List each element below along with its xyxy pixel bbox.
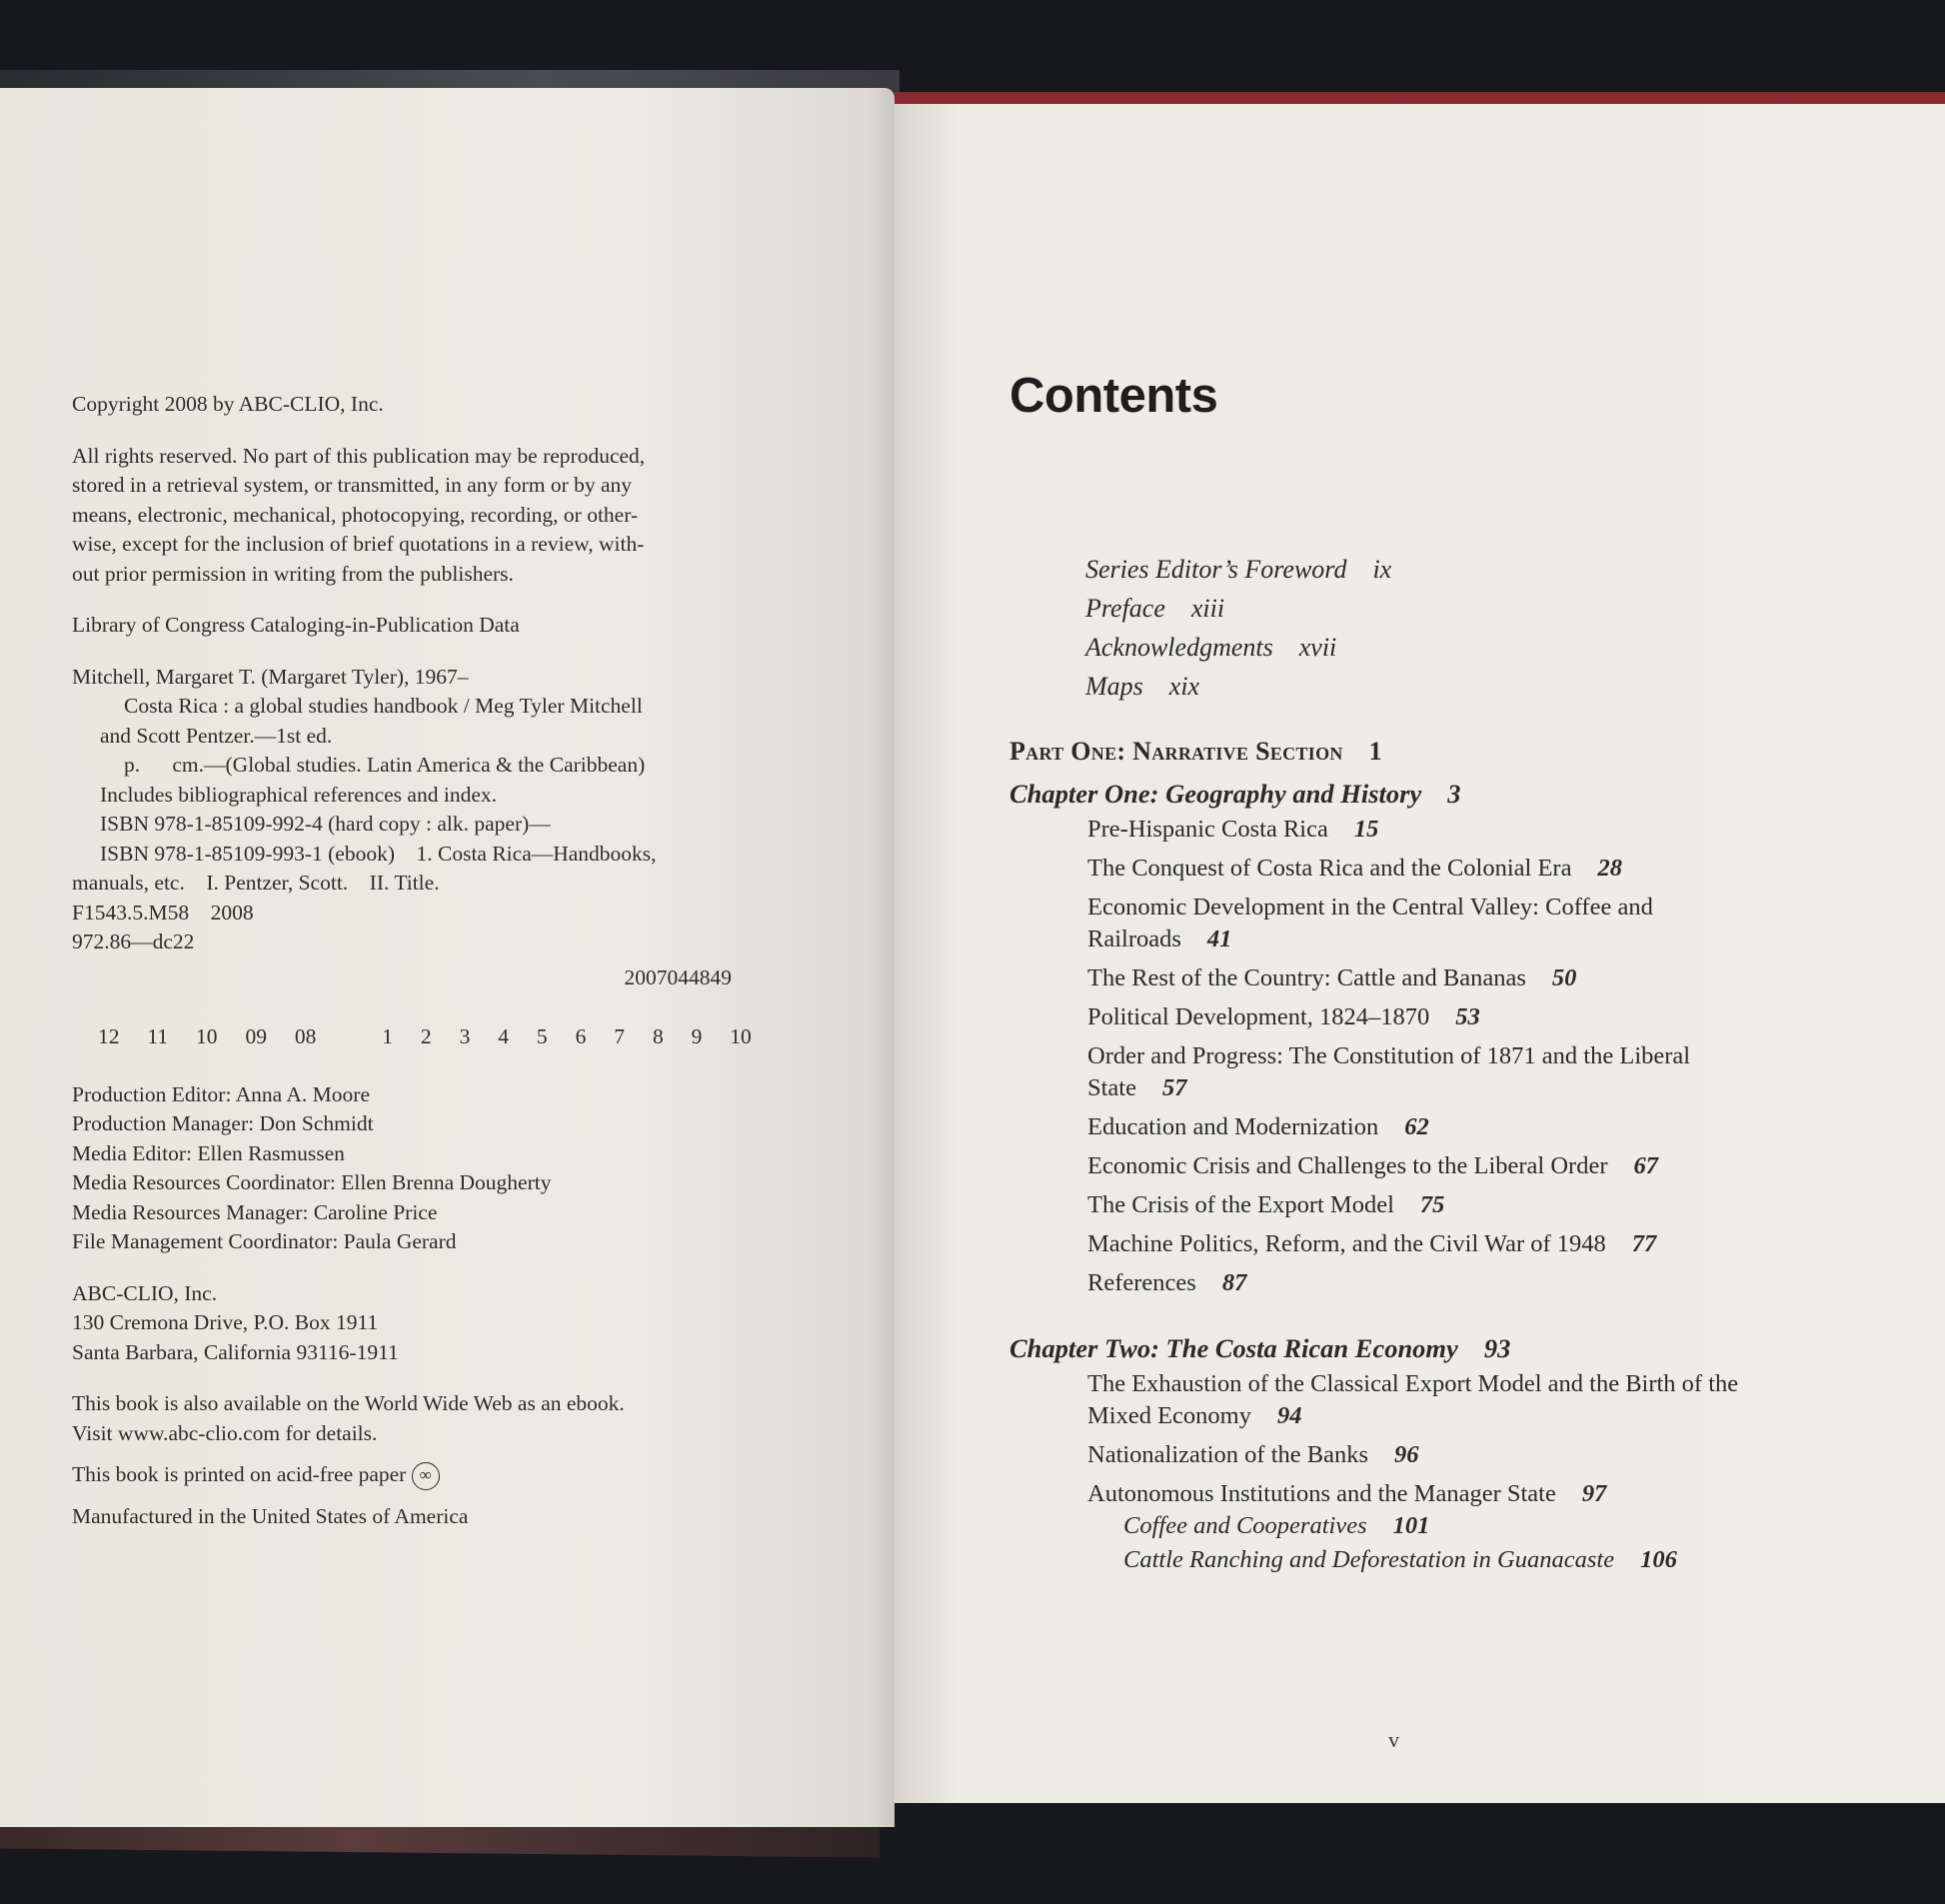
contents-title: Contents <box>1009 369 1218 423</box>
rights-line: means, electronic, mechanical, photocopying, recording, or other- <box>72 502 639 527</box>
printing-number: 11 <box>147 1024 169 1048</box>
printing-number: 8 <box>652 1024 664 1048</box>
credit-line: Media Resources Manager: Caroline Price <box>72 1199 438 1224</box>
printing-number: 3 <box>459 1024 471 1048</box>
toc-section: Economic Development in the Central Valley: Coffee and Railroads 41 <box>1087 894 1653 952</box>
toc-front-matter-item: Series Editor’s Foreword ix <box>1085 555 1392 584</box>
toc-section: Nationalization of the Banks 96 <box>1087 1441 1419 1468</box>
manufactured-note: Manufactured in the United States of America <box>72 1504 469 1529</box>
cip-lc-class: F1543.5.M58 2008 <box>72 900 254 925</box>
printing-number: 10 <box>730 1024 752 1048</box>
toc-section: The Conquest of Costa Rica and the Colonial Era 28 <box>1087 855 1622 882</box>
toc-section: The Exhaustion of the Classical Export Model and the Birth of the Mixed Economy 94 <box>1087 1370 1739 1429</box>
toc-section: The Crisis of the Export Model 75 <box>1087 1191 1445 1218</box>
printing-number: 6 <box>575 1024 587 1048</box>
publisher-name: ABC-CLIO, Inc. <box>72 1280 218 1305</box>
table-of-contents <box>1009 550 1829 1578</box>
toc-section: Machine Politics, Reform, and the Civil War of 1948 77 <box>1087 1230 1657 1257</box>
printing-number: 2 <box>420 1024 432 1048</box>
cip-series: p. cm.—(Global studies. Latin America & the Caribbean) <box>124 753 646 777</box>
cip-lccn: 2007044849 <box>624 964 732 989</box>
toc-subsection: Cattle Ranching and Deforestation in Guanacaste 106 <box>1123 1546 1677 1573</box>
credit-line: Production Manager: Don Schmidt <box>72 1111 374 1135</box>
toc-subsection: Coffee and Cooperatives 101 <box>1123 1512 1430 1539</box>
printing-number: 7 <box>614 1024 626 1048</box>
credit-line: File Management Coordinator: Paula Gerard <box>72 1229 457 1253</box>
credit-line: Media Resources Coordinator: Ellen Brenna Dougherty <box>72 1170 552 1194</box>
printing-number: 10 <box>196 1024 218 1048</box>
cip-heading: Library of Congress Cataloging-in-Publication Data <box>72 613 520 637</box>
toc-section: Order and Progress: The Constitution of 1871 and the Liberal State 57 <box>1087 1042 1691 1101</box>
toc-section: References 87 <box>1087 1269 1247 1296</box>
toc-chapter-heading: Chapter Two: The Costa Rican Economy 93 <box>1009 1333 1511 1363</box>
publisher-address: 130 Cremona Drive, P.O. Box 1911 <box>72 1310 379 1334</box>
toc-section: Economic Crisis and Challenges to the Liberal Order 67 <box>1087 1152 1658 1179</box>
publisher-city: Santa Barbara, California 93116-1911 <box>72 1339 399 1364</box>
printing-number: 08 <box>294 1024 317 1048</box>
toc-section: The Rest of the Country: Cattle and Bananas 50 <box>1087 964 1577 991</box>
printing-number: 1 <box>382 1024 393 1048</box>
rights-line: All rights reserved. No part of this publication may be reproduced, <box>72 443 646 468</box>
printing-number: 4 <box>498 1024 509 1048</box>
printing-spacer <box>344 1022 354 1052</box>
rights-line: out prior permission in writing from the publishers. <box>72 561 514 586</box>
cip-subjects: manuals, etc. I. Pentzer, Scott. II. Title. <box>72 871 440 895</box>
cip-isbn-ebook: ISBN 978-1-85109-993-1 (ebook) 1. Costa Rica—Handbooks, <box>100 841 657 866</box>
cip-author: Mitchell, Margaret T. (Margaret Tyler), 1967– <box>72 664 469 689</box>
toc-front-matter-item: Acknowledgments xvii <box>1085 633 1337 662</box>
printing-number: 9 <box>691 1024 703 1048</box>
credit-line: Media Editor: Ellen Rasmussen <box>72 1140 345 1165</box>
cip-isbn-hardcopy: ISBN 978-1-85109-992-4 (hard copy : alk. paper)— <box>100 812 551 836</box>
page-number: v <box>1388 1727 1399 1752</box>
toc-chapter-heading: Chapter One: Geography and History 3 <box>1009 779 1461 809</box>
toc-section: Autonomous Institutions and the Manager State 97 <box>1087 1480 1607 1507</box>
copyright-text-block <box>72 390 792 1532</box>
web-note-cont: Visit www.abc-clio.com for details. <box>72 1420 378 1445</box>
cip-title: Costa Rica : a global studies handbook / Meg Tyler Mitchell <box>124 694 643 718</box>
toc-front-matter-item: Maps xix <box>1085 672 1200 701</box>
rights-line: stored in a retrieval system, or transmitted, in any form or by any <box>72 473 633 497</box>
copyright-line: Copyright 2008 by ABC-CLIO, Inc. <box>72 392 384 416</box>
toc-part-heading: Part One: Narrative Section 1 <box>1009 737 1382 766</box>
cip-dewey: 972.86—dc22 <box>72 930 195 953</box>
credit-line: Production Editor: Anna A. Moore <box>72 1081 370 1106</box>
rights-line: wise, except for the inclusion of brief quotations in a review, with- <box>72 532 645 556</box>
printing-number: 5 <box>536 1024 548 1048</box>
printing-number: 09 <box>245 1024 267 1048</box>
printing-line <box>72 1022 752 1052</box>
toc-front-matter-item: Preface xiii <box>1085 594 1225 623</box>
paper-note: This book is printed on acid-free paper ∞ <box>72 1460 792 1490</box>
cip-includes: Includes bibliographical references and index. <box>100 782 497 807</box>
web-note: This book is also available on the World Wide Web as an ebook. <box>72 1391 625 1415</box>
toc-section: Political Development, 1824–1870 53 <box>1087 1003 1480 1030</box>
acid-free-infinity-icon: ∞ <box>412 1462 440 1490</box>
toc-section: Pre-Hispanic Costa Rica 15 <box>1087 816 1379 843</box>
toc-section: Education and Modernization 62 <box>1087 1113 1429 1140</box>
cip-title-cont: and Scott Pentzer.—1st ed. <box>100 723 333 748</box>
printing-number: 12 <box>98 1024 120 1048</box>
